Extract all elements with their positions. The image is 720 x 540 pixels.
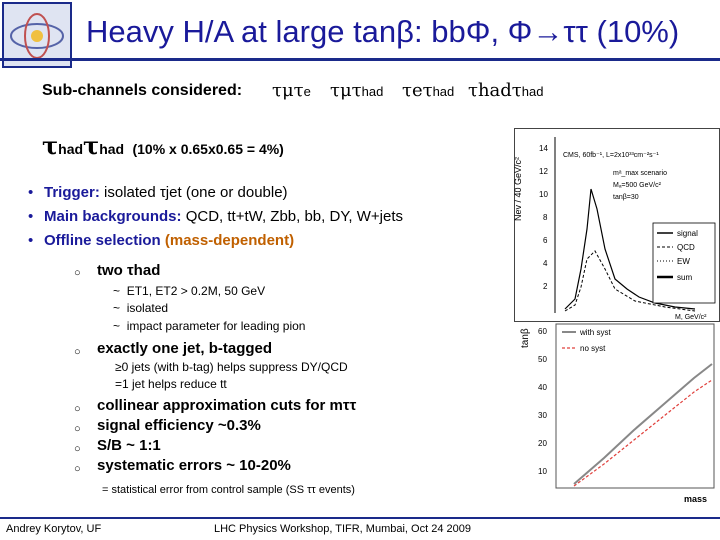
plot-top-xlabel: M, GeV/c² [675, 314, 707, 321]
mass-distribution-plot [514, 128, 720, 322]
tick: 60 [538, 327, 547, 336]
tick: 50 [538, 355, 547, 364]
tick: 12 [539, 167, 548, 176]
tilde-item: ~ impact parameter for leading pion [113, 319, 306, 333]
footer-event: LHC Physics Workshop, TIFR, Mumbai, Oct 24 2009 [214, 523, 471, 535]
sub-collinear: collinear approximation cuts for mττ [97, 397, 357, 414]
subchannels-label: Sub-channels considered: [42, 82, 243, 99]
circle-bullet: ○ [74, 443, 81, 455]
legend-entry: EW [677, 257, 690, 266]
channel-e-had: τeτhad [402, 80, 455, 101]
footer-author: Andrey Korytov, UF [6, 523, 102, 535]
circle-bullet: ○ [74, 346, 81, 358]
tick: 30 [538, 411, 547, 420]
bullet-trigger: • Trigger: isolated τjet (one or double) [28, 184, 288, 201]
tick: 14 [539, 144, 548, 153]
legend-entry: signal [677, 229, 698, 238]
tick: 10 [539, 190, 548, 199]
tick: 6 [543, 236, 548, 245]
note-line: ≥0 jets (with b-tag) helps suppress DY/QCD [115, 360, 348, 374]
note-stat: = statistical error from control sample (SS ττ events) [102, 484, 355, 496]
plot-top-ylabel: Nev / 40 GeV/c² [513, 156, 523, 221]
slide-title: Heavy H/A at large tanβ: bbΦ, Φ→ττ (10%) [86, 14, 680, 49]
plot-bottom-ylabel: tanβ [520, 328, 531, 348]
title-divider [0, 58, 720, 61]
channel-had-had: τhadτhad [468, 80, 544, 101]
bullet-offline: • Offline selection (mass-dependent) [28, 232, 295, 249]
note-line: =1 jet helps reduce tt [115, 377, 227, 391]
tanbeta-reach-plot [514, 318, 720, 514]
sub-efficiency: signal efficiency ~0.3% [97, 417, 261, 434]
tilde-item: ~ ET1, ET2 > 0.2M, 50 GeV [113, 284, 266, 298]
tick: 4 [543, 259, 548, 268]
sub-systematics: systematic errors ~ 10-20% [97, 457, 291, 474]
tick: 20 [538, 439, 547, 448]
tick: 40 [538, 383, 547, 392]
tick: 2 [543, 282, 548, 291]
plot-bottom-xlabel: mass [684, 494, 708, 504]
channel-mu-e: τμτe [272, 80, 311, 101]
circle-bullet: ○ [74, 403, 81, 415]
tilde-item: ~ isolated [113, 301, 169, 315]
tick: 8 [543, 213, 548, 222]
circle-bullet: ○ [74, 463, 81, 475]
scenario: mᵃ_max scenario [613, 170, 667, 177]
scenario: tanβ=30 [613, 194, 639, 201]
scenario: Mₐ=500 GeV/c² [613, 182, 661, 189]
section-heading: τhadτhad (10% x 0.65x0.65 = 4%) [42, 131, 284, 160]
legend-entry: QCD [677, 243, 695, 252]
legend-entry: with syst [580, 328, 611, 337]
channel-mu-had: τμτhad [330, 80, 384, 101]
sub-one-jet: exactly one jet, b-tagged [97, 340, 273, 357]
legend-entry: sum [677, 273, 693, 282]
footer-divider [0, 517, 720, 519]
circle-bullet: ○ [74, 423, 81, 435]
sub-two-tau: two τhad [97, 262, 161, 279]
bullet-backgrounds: • Main backgrounds: QCD, tt+tW, Zbb, bb, DY, W+jets [28, 208, 403, 225]
legend-entry: no syst [580, 344, 606, 353]
tick: 10 [538, 467, 547, 476]
circle-bullet: ○ [74, 267, 81, 279]
sub-sb: S/B ~ 1:1 [97, 437, 161, 454]
cms-annotation: CMS, 60fb⁻¹, L=2x10³³cm⁻²s⁻¹ [563, 152, 659, 159]
